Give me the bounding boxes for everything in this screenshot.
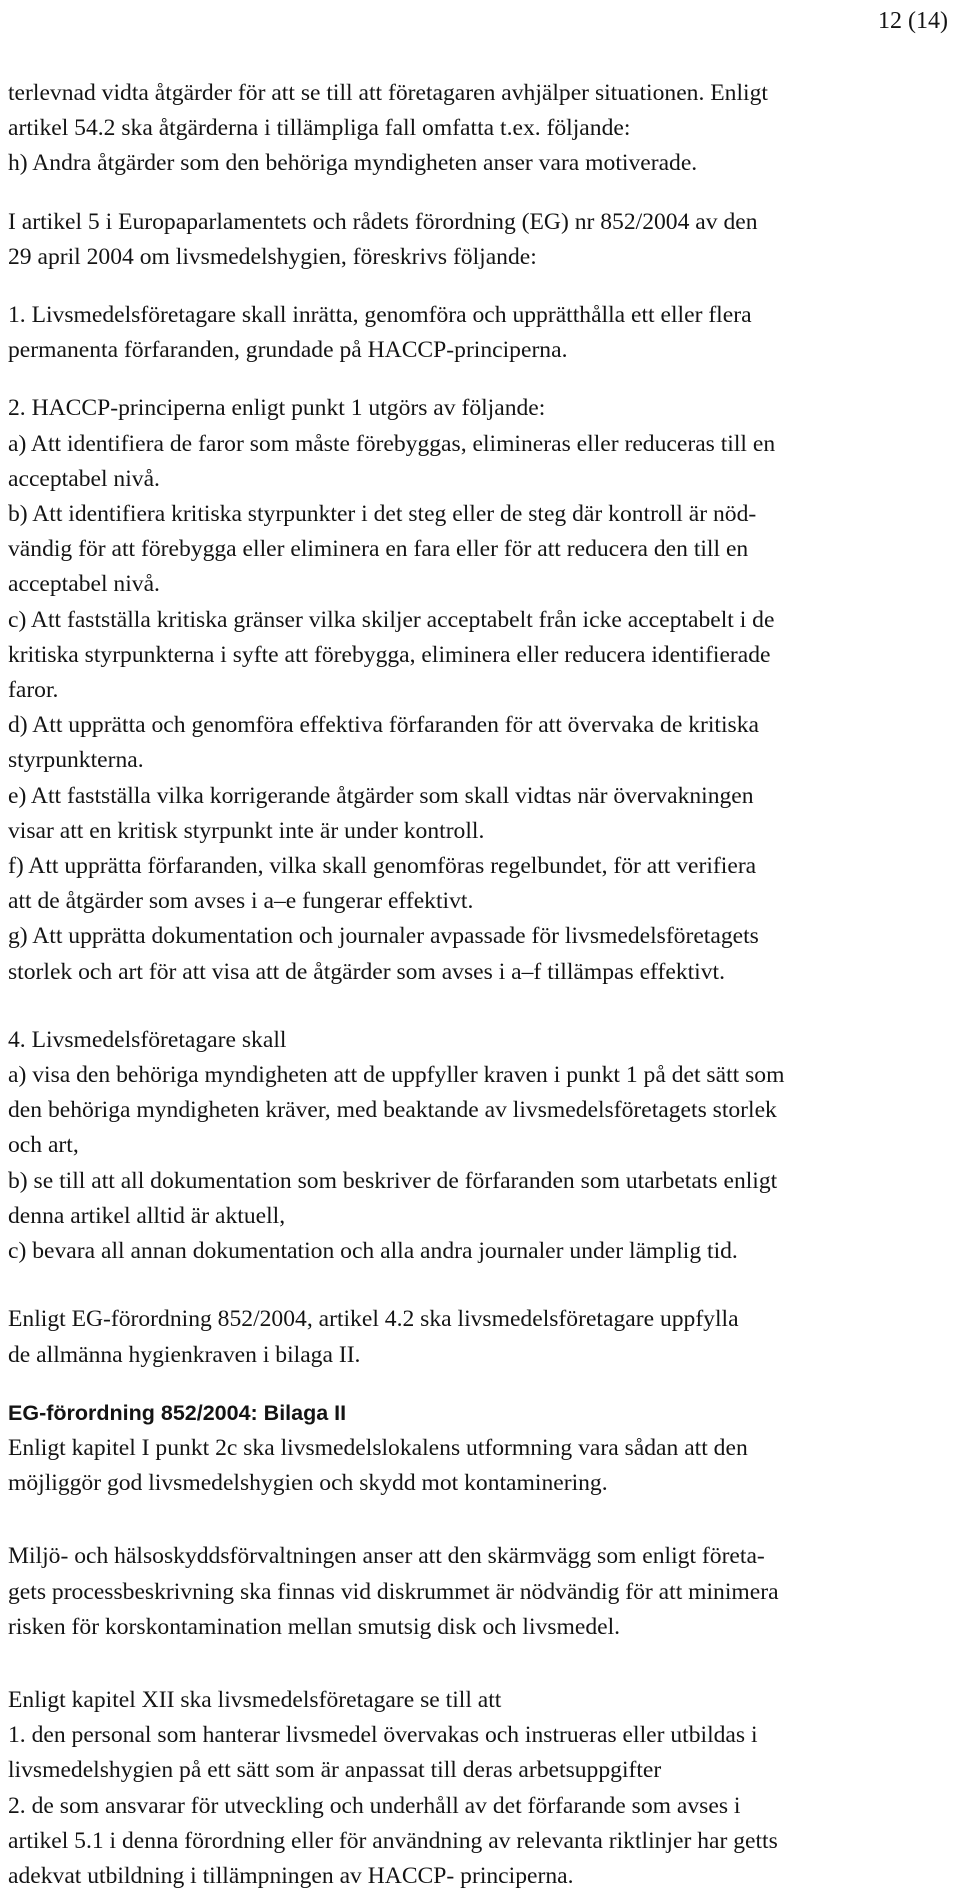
- paragraph-chapter-1: Enligt kapitel I punkt 2c ska livsmedelslokalens utformning vara sådan att den möjliggör god livsmedelshygien och skydd mot kontaminering.: [8, 1434, 748, 1497]
- paragraph-chapter-12: Enligt kapitel XII ska livsmedelsföretagare se till att 1. den personal som hanterar livsmedel övervakas och instrueras eller utbildas i livsmedelshygien på ett sätt som är anpassat till deras arbetsuppgifter 2. de som ansvarar för utveckling och underhåll av det förfarande som avses i artikel 5.1 i denna förordning eller för användning av relevanta riktlinjer har getts adekvat utbildning i tillämpningen av HACCP- principerna.: [8, 1686, 778, 1889]
- section-heading: EG-förordning 852/2004: Bilaga II: [8, 1400, 347, 1425]
- paragraph-assessment: Miljö- och hälsoskyddsförvaltningen anser att den skärmvägg som enligt företa- gets processbeskrivning ska finnas vid diskrummet är nödvändig för att minimera risken för korskontamination mellan smutsig disk och livsmedel.: [8, 1543, 779, 1640]
- paragraph-point-4: 4. Livsmedelsföretagare skall a) visa den behöriga myndigheten att de uppfyller kraven i punkt 1 på det sätt som den behöriga myndigheten kräver, med beaktande av livsmedelsföretagets storlek och art, b) se till att all dokumentation som beskriver de förfaranden som utarbetats enligt denna artikel alltid är aktuell, c) bevara all annan dokumentation och alla andra journaler under lämplig tid.: [8, 1026, 785, 1265]
- paragraph-haccp-principles: 2. HACCP-principerna enligt punkt 1 utgörs av följande: a) Att identifiera de faror som måste förebyggas, elimineras eller reduceras till en acceptabel nivå. b) Att identifiera kritiska styrpunkter i det steg eller de steg där kontroll är nöd- vändig för att förebygga eller eliminera en fara eller för att reducera den till en acceptabel nivå. c) Att fastställa kritiska gränser vilka skiljer acceptabelt från icke acceptabelt i de kritiska styrpunkterna i syfte att förebygga, eliminera eller reducera identifierade faror. d) Att upprätta och genomföra effektiva förfaranden för att övervaka de kritiska styrpunkterna. e) Att fastställa vilka korrigerande åtgärder som skall vidtas när övervakningen visar att en kritisk styrpunkt inte är under kontroll. f) Att upprätta förfaranden, vilka skall genomföras regelbundet, för att verifiera att de åtgärder som avses i a–e fungerar effektivt. g) Att upprätta dokumentation och journaler avpassade för livsmedelsföretagets storlek och art för att visa att de åtgärder som avses i a–f tillämpas effektivt.: [8, 395, 776, 985]
- paragraph-continuation: terlevnad vidta åtgärder för att se till att företagaren avhjälper situationen. Enligt artikel 54.2 ska åtgärderna i tillämpliga fall omfatta t.ex. följande: h) Andra åtgärder som den behöriga myndigheten anser vara motiverade.: [8, 80, 768, 177]
- paragraph-point-1: 1. Livsmedelsföretagare skall inrätta, genomföra och upprätthålla ett eller flera permanenta förfaranden, grundade på HACCP-principerna.: [8, 302, 752, 364]
- paragraph-article-5-intro: I artikel 5 i Europaparlamentets och rådets förordning (EG) nr 852/2004 av den 29 april 2004 om livsmedelshygien, föreskrivs följande:: [8, 208, 758, 270]
- document-body: [8, 76, 948, 1894]
- paragraph-article-4-2: Enligt EG-förordning 852/2004, artikel 4.2 ska livsmedelsföretagare uppfylla de allmänna hygienkraven i bilaga II.: [8, 1306, 739, 1368]
- page-number: 12 (14): [878, 8, 948, 34]
